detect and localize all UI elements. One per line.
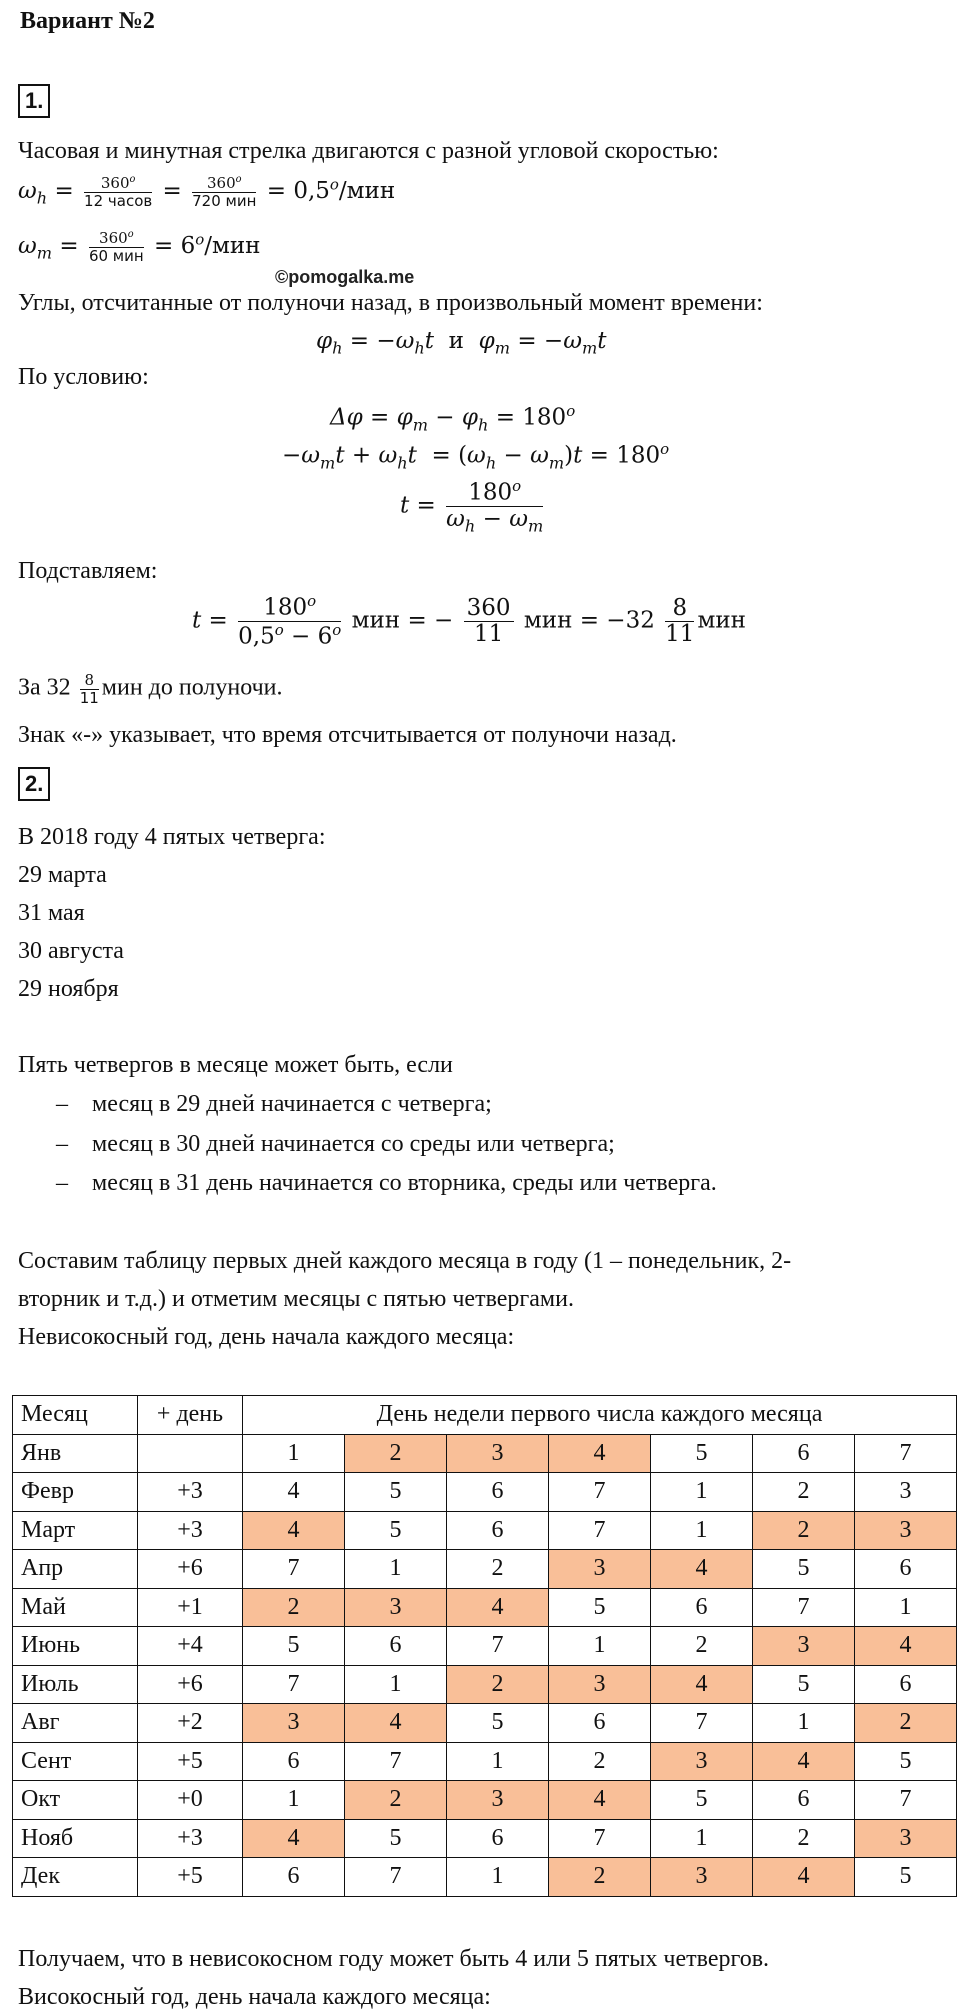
weekday-cell: 5 — [753, 1665, 855, 1704]
weekday-cell: 1 — [243, 1781, 345, 1820]
weekday-cell: 4 — [345, 1704, 447, 1743]
date-item: 31 мая — [18, 900, 85, 926]
month-cell: Июль — [13, 1665, 138, 1704]
weekday-cell: 3 — [651, 1858, 753, 1897]
weekday-cell: 6 — [855, 1665, 957, 1704]
table-row — [13, 1550, 957, 1589]
weekday-cell: 4 — [549, 1434, 651, 1473]
weekday-cell: 1 — [345, 1550, 447, 1589]
rule-item: – месяц в 29 дней начинается с четверга; — [56, 1091, 492, 1117]
plus-day-cell: +3 — [138, 1819, 243, 1858]
weekday-cell: 1 — [447, 1858, 549, 1897]
plus-day-cell: +4 — [138, 1627, 243, 1666]
rule-intro: Пять четвергов в месяце может быть, если — [18, 1052, 453, 1078]
weekday-cell: 3 — [651, 1742, 753, 1781]
weekday-cell: 7 — [345, 1742, 447, 1781]
weekday-cell: 3 — [855, 1819, 957, 1858]
table-row — [13, 1665, 957, 1704]
weekday-cell: 7 — [243, 1550, 345, 1589]
angles-text: Углы, отсчитанные от полуночи назад, в произвольный момент времени: — [18, 290, 763, 316]
rule-item: – месяц в 30 дней начинается со среды или четверга; — [56, 1131, 615, 1157]
sign-note: Знак «-» указывает, что время отсчитывается от полуночи назад. — [18, 722, 677, 748]
weekday-cell: 5 — [243, 1627, 345, 1666]
omega-m-formula: $\omega_m$ = $\frac{360^o}{\text{60 мин}}$ = $6^o$/мин — [18, 229, 261, 265]
weekday-cell: 2 — [447, 1665, 549, 1704]
substitution-formula: t = $\frac{180^o}{0,5^o - 6^o}$ мин = − $\frac{360}{11}$ мин = −32 $\frac{8}{11}$ мин — [192, 592, 747, 650]
substitute-text: Подставляем: — [18, 558, 158, 584]
weekday-cell: 1 — [651, 1819, 753, 1858]
month-cell: Дек — [13, 1858, 138, 1897]
weekday-cell: 3 — [447, 1781, 549, 1820]
table-intro-line-1: Составим таблицу первых дней каждого месяца в году (1 – понедельник, 2- — [18, 1248, 792, 1274]
weekday-cell: 7 — [243, 1665, 345, 1704]
weekday-cell: 7 — [345, 1858, 447, 1897]
weekday-cell: 4 — [243, 1819, 345, 1858]
plus-day-cell: +3 — [138, 1511, 243, 1550]
weekday-cell: 5 — [753, 1550, 855, 1589]
month-cell: Май — [13, 1588, 138, 1627]
weekday-cell: 6 — [753, 1781, 855, 1820]
plus-day-cell: +5 — [138, 1742, 243, 1781]
weekday-cell: 5 — [345, 1819, 447, 1858]
task-1-number: 1. — [18, 84, 50, 118]
weekday-cell: 1 — [243, 1434, 345, 1473]
date-item: 29 марта — [18, 862, 107, 888]
table-row — [13, 1704, 957, 1743]
table-row — [13, 1473, 957, 1512]
table-header-row — [13, 1396, 957, 1435]
date-item: 29 ноября — [18, 976, 119, 1002]
weekday-cell: 5 — [447, 1704, 549, 1743]
weekday-cell: 5 — [855, 1858, 957, 1897]
weekday-cell: 2 — [651, 1627, 753, 1666]
weekday-cell: 6 — [651, 1588, 753, 1627]
table-row — [13, 1742, 957, 1781]
weekday-cell: 1 — [549, 1627, 651, 1666]
month-cell: Янв — [13, 1434, 138, 1473]
weekday-cell: 1 — [753, 1704, 855, 1743]
month-cell: Окт — [13, 1781, 138, 1820]
task-2-number: 2. — [18, 767, 50, 801]
task-2-intro: В 2018 году 4 пятых четверга: — [18, 824, 326, 850]
weekday-cell: 3 — [753, 1627, 855, 1666]
weekday-cell: 3 — [855, 1511, 957, 1550]
weekday-cell: 3 — [549, 1550, 651, 1589]
nonleap-caption: Невисокосный год, день начала каждого месяца: — [18, 1324, 515, 1350]
weekday-cell: 5 — [549, 1588, 651, 1627]
weekday-cell: 2 — [855, 1704, 957, 1743]
angles-formula: $\varphi_h = -\omega_ht$ и $\varphi_m = -\omega_mt$ — [316, 328, 607, 358]
delta-phi-equation: $\Delta\varphi = \varphi_m - \varphi_h = 180^o$ — [330, 402, 576, 435]
omega-h-formula: $\omega_h$ = $\frac{360^o}{\text{12 часов}}$ = $\frac{360^o}{\text{720 мин}}$ = $0,5^o$/мин — [18, 174, 396, 210]
weekday-cell: 7 — [855, 1781, 957, 1820]
weekday-cell: 7 — [549, 1511, 651, 1550]
weekday-cell: 4 — [651, 1550, 753, 1589]
table-row — [13, 1858, 957, 1897]
weekday-cell: 5 — [855, 1742, 957, 1781]
month-cell: Сент — [13, 1742, 138, 1781]
weekday-cell: 6 — [447, 1473, 549, 1512]
header-weekday: День недели первого числа каждого месяца — [243, 1396, 957, 1435]
weekday-cell: 4 — [855, 1627, 957, 1666]
table-intro-line-2: вторник и т.д.) и отметим месяцы с пятью четвергами. — [18, 1286, 574, 1312]
month-cell: Апр — [13, 1550, 138, 1589]
plus-day-cell — [138, 1434, 243, 1473]
weekday-cell: 2 — [753, 1819, 855, 1858]
weekday-cell: 4 — [753, 1742, 855, 1781]
condition-text: По условию: — [18, 364, 149, 390]
plus-day-cell: +0 — [138, 1781, 243, 1820]
header-plus-day: + день — [138, 1396, 243, 1435]
watermark: ©pomogalka.me — [275, 267, 415, 287]
weekday-cell: 6 — [243, 1742, 345, 1781]
weekday-cell: 2 — [447, 1550, 549, 1589]
weekday-cell: 6 — [753, 1434, 855, 1473]
weekday-cell: 1 — [345, 1665, 447, 1704]
weekday-cell: 1 — [447, 1742, 549, 1781]
wh-fraction-1: $\frac{360^o}{\text{12 часов}}$ — [84, 174, 153, 210]
weekday-cell: 2 — [549, 1742, 651, 1781]
time-equation: $-\omega_mt + \omega_ht = (\omega_h - \omega_m)t = 180^o$ — [282, 440, 670, 473]
table-body — [13, 1434, 957, 1896]
date-item: 30 августа — [18, 938, 124, 964]
weekday-cell: 5 — [345, 1511, 447, 1550]
month-cell: Нояб — [13, 1819, 138, 1858]
conclusion: Получаем, что в невисокосном году может быть 4 или 5 пятых четвергов. — [18, 1946, 770, 1972]
task-1-intro: Часовая и минутная стрелка двигаются с разной угловой скоростью: — [18, 138, 719, 164]
month-cell: Июнь — [13, 1627, 138, 1666]
weekday-cell: 2 — [345, 1781, 447, 1820]
weekday-cell: 6 — [243, 1858, 345, 1897]
weekday-cell: 5 — [651, 1434, 753, 1473]
wh-fraction-2: $\frac{360^o}{\text{720 мин}}$ — [192, 174, 257, 210]
weekday-cell: 7 — [549, 1819, 651, 1858]
weekday-cell: 2 — [549, 1858, 651, 1897]
weekday-cell: 7 — [753, 1588, 855, 1627]
weekday-cell: 6 — [855, 1550, 957, 1589]
table-row — [13, 1819, 957, 1858]
weekday-cell: 5 — [345, 1473, 447, 1512]
weekday-cell: 7 — [447, 1627, 549, 1666]
table-row — [13, 1781, 957, 1820]
weekday-cell: 6 — [549, 1704, 651, 1743]
weekday-cell: 1 — [855, 1588, 957, 1627]
plus-day-cell: +5 — [138, 1858, 243, 1897]
weekday-cell: 3 — [447, 1434, 549, 1473]
rule-item: – месяц в 31 день начинается со вторника, среды или четверга. — [56, 1170, 717, 1196]
time-fraction-formula: t = $\frac{180^o}{\omega_h - \omega_m}$ — [400, 477, 544, 536]
weekday-cell: 6 — [345, 1627, 447, 1666]
weekday-cell: 3 — [549, 1665, 651, 1704]
header-month: Месяц — [13, 1396, 138, 1435]
weekday-cell: 1 — [651, 1473, 753, 1512]
table-row — [13, 1511, 957, 1550]
weekday-cell: 3 — [345, 1588, 447, 1627]
weekday-cell: 2 — [753, 1473, 855, 1512]
weekday-cell: 4 — [447, 1588, 549, 1627]
weekday-cell: 6 — [447, 1819, 549, 1858]
leap-caption: Високосный год, день начала каждого месяца: — [18, 1984, 491, 2010]
weekday-cell: 7 — [855, 1434, 957, 1473]
weekday-cell: 3 — [855, 1473, 957, 1512]
weekday-cell: 4 — [243, 1511, 345, 1550]
plus-day-cell: +3 — [138, 1473, 243, 1512]
plus-day-cell: +2 — [138, 1704, 243, 1743]
month-start-table — [12, 1395, 957, 1897]
wm-fraction: $\frac{360^o}{\text{60 мин}}$ — [88, 229, 144, 265]
plus-day-cell: +1 — [138, 1588, 243, 1627]
weekday-cell: 7 — [651, 1704, 753, 1743]
weekday-cell: 7 — [549, 1473, 651, 1512]
weekday-cell: 3 — [243, 1704, 345, 1743]
weekday-cell: 4 — [243, 1473, 345, 1512]
weekday-cell: 2 — [345, 1434, 447, 1473]
month-cell: Март — [13, 1511, 138, 1550]
table-row — [13, 1434, 957, 1473]
plus-day-cell: +6 — [138, 1550, 243, 1589]
table-row — [13, 1588, 957, 1627]
answer-line: За 32 $\frac{8}{11}$ мин до полуночи. — [18, 671, 283, 707]
weekday-cell: 2 — [753, 1511, 855, 1550]
month-cell: Февр — [13, 1473, 138, 1512]
variant-title: Вариант №2 — [20, 8, 155, 34]
weekday-cell: 4 — [753, 1858, 855, 1897]
month-cell: Авг — [13, 1704, 138, 1743]
weekday-cell: 1 — [651, 1511, 753, 1550]
weekday-cell: 4 — [549, 1781, 651, 1820]
weekday-cell: 4 — [651, 1665, 753, 1704]
weekday-cell: 2 — [243, 1588, 345, 1627]
table-row — [13, 1627, 957, 1666]
plus-day-cell: +6 — [138, 1665, 243, 1704]
weekday-cell: 6 — [447, 1511, 549, 1550]
weekday-cell: 5 — [651, 1781, 753, 1820]
